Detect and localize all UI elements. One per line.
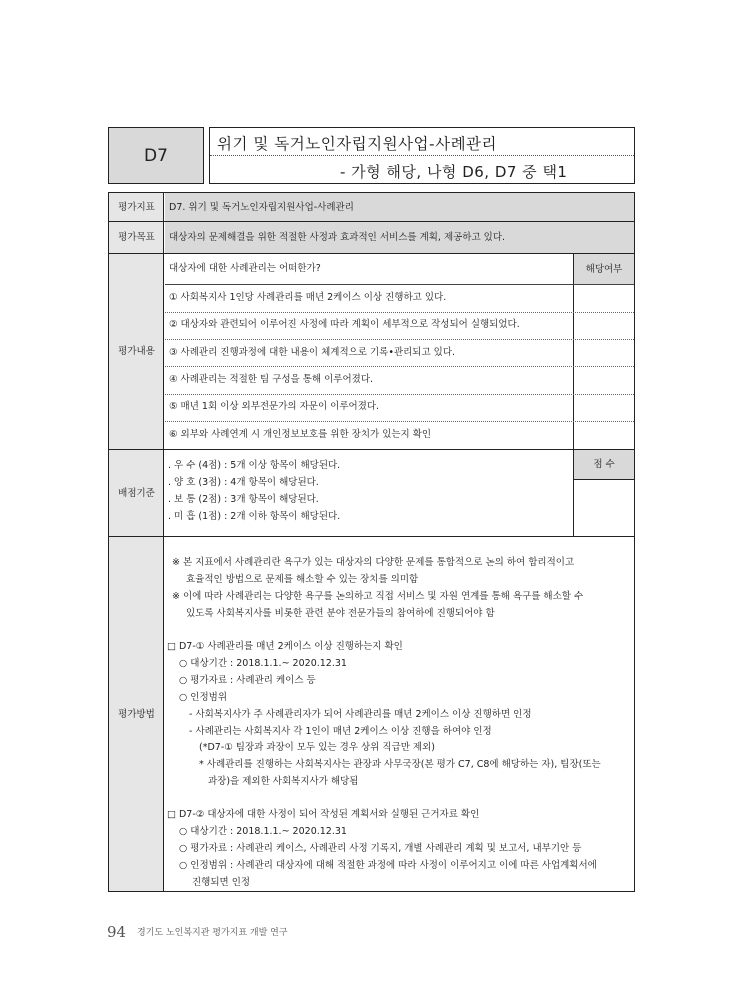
content-item-divider <box>165 366 634 367</box>
method-bullet: ○ 인정범위 <box>179 692 228 703</box>
method-note: 있도록 사회복지사를 비롯한 관련 분야 전문가들의 참여하에 진행되어야 함 <box>186 608 495 619</box>
score-col-header: 점 수 <box>574 450 634 479</box>
score-label: 배점기준 <box>118 487 155 499</box>
content-item: ① 사회복지사 1인당 사례관리를 매년 2케이스 이상 진행하고 있다. <box>169 292 447 303</box>
content-item: ② 대상자와 관련되어 이루어진 사정에 따라 계획이 세부적으로 작성되어 실행되었다. <box>169 319 520 330</box>
method-heading: □ D7-② 대상자에 대한 사정이 되어 작성된 계획서와 실행된 근거자료 확인 <box>167 809 480 820</box>
goal-value: 대상자의 문제해결을 위한 적절한 사정과 효과적인 서비스를 계획, 제공하고 있다. <box>169 232 506 243</box>
content-question-divider <box>165 284 634 285</box>
row-divider <box>108 221 635 222</box>
content-item: ⑥ 외부와 사례연계 시 개인정보보호를 위한 장치가 있는지 확인 <box>169 429 432 440</box>
content-item-divider <box>165 421 634 422</box>
method-label: 평가방법 <box>118 708 155 720</box>
indicator-title-divider <box>210 155 634 156</box>
score-item: . 미 흡 (1점) : 2개 이하 항목이 해당된다. <box>168 511 341 522</box>
row-divider <box>108 253 635 254</box>
method-subitem: - 사례관리는 사회복지사 각 1인이 매년 2케이스 이상 진행을 하여야 인정 <box>189 726 492 737</box>
method-subitem: (*D7-① 팀장과 과장이 모두 있는 경우 상위 직급만 제외) <box>199 742 435 753</box>
method-bullet: ○ 대상기간 : 2018.1.1.~ 2020.12.31 <box>179 658 347 669</box>
indicator-subtitle: - 가형 해당, 나형 D6, D7 중 택1 <box>340 163 568 181</box>
goal-label: 평가목표 <box>118 232 155 243</box>
method-note: 효율적인 방법으로 문제를 해소할 수 있는 장치를 의미함 <box>186 574 419 585</box>
content-item-divider <box>165 339 634 340</box>
score-item: . 양 호 (3점) : 4개 항목이 해당된다. <box>168 477 319 488</box>
indicator-title: 위기 및 독거노인자립지원사업-사례관리 <box>217 135 497 153</box>
score-header-divider <box>574 479 634 480</box>
score-item: . 보 통 (2점) : 3개 항목이 해당된다. <box>168 494 319 505</box>
score-item: . 우 수 (4점) : 5개 이상 항목이 해당된다. <box>168 460 341 471</box>
indicator-label: 평가지표 <box>118 201 155 213</box>
method-subitem: - 사회복지사가 주 사례관리자가 되어 사례관리를 매년 2케이스 이상 진행하면 인정 <box>189 709 532 720</box>
content-label: 평가내용 <box>118 346 155 357</box>
method-subitem: * 사례관리를 진행하는 사회복지사는 관장과 사무국장(본 평가 C7, C8에 해당하는 자), 팀장(또는 <box>199 759 601 770</box>
content-item-divider <box>165 312 634 313</box>
method-bullet: ○ 대상기간 : 2018.1.1.~ 2020.12.31 <box>179 826 347 837</box>
content-item: ⑤ 매년 1회 이상 외부전문가의 자문이 이루어졌다. <box>169 401 380 412</box>
method-bullet: 진행되면 인정 <box>192 877 251 888</box>
content-item: ④ 사례관리는 적절한 팀 구성을 통해 이루어졌다. <box>169 374 374 385</box>
running-title: 경기도 노인복지관 평가지표 개발 연구 <box>137 928 288 938</box>
content-item: ③ 사례관리 진행과정에 대한 내용이 체계적으로 기록•관리되고 있다. <box>169 347 456 358</box>
method-note: ※ 본 지표에서 사례관리란 욕구가 있는 대상자의 다양한 문제를 통합적으로 논의 하여 합리적이고 <box>172 557 575 568</box>
content-item-divider <box>165 394 634 395</box>
content-col-header: 해당여부 <box>574 254 634 284</box>
method-bullet: ○ 평가자료 : 사례관리 케이스, 사례관리 사정 기록지, 개별 사례관리 계획 및 보고서, 내부기안 등 <box>179 843 582 854</box>
indicator-value: D7. 위기 및 독거노인자립지원사업-사례관리 <box>169 202 354 213</box>
method-bullet: ○ 인정범위 : 사례관리 대상자에 대해 적절한 과정에 따라 사정이 이루어지고 이에 따른 사업계획서에 <box>179 860 597 871</box>
method-heading: □ D7-① 사례관리를 매년 2케이스 이상 진행하는지 확인 <box>167 641 403 652</box>
row-divider <box>108 536 635 537</box>
content-question: 대상자에 대한 사례관리는 어떠한가? <box>169 263 321 274</box>
method-bullet: ○ 평가자료 : 사례관리 케이스 등 <box>179 675 316 686</box>
page-number: 94 <box>107 923 127 941</box>
indicator-code-box <box>108 127 204 184</box>
method-subitem: 과장)을 제외한 사회복지사가 해당됨 <box>208 776 359 787</box>
indicator-code: D7 <box>144 145 168 166</box>
method-note: ※ 이에 따라 사례관리는 다양한 욕구를 논의하고 직접 서비스 및 자원 연계를 통해 욕구를 해소할 수 <box>172 591 584 602</box>
row-divider <box>108 449 635 450</box>
